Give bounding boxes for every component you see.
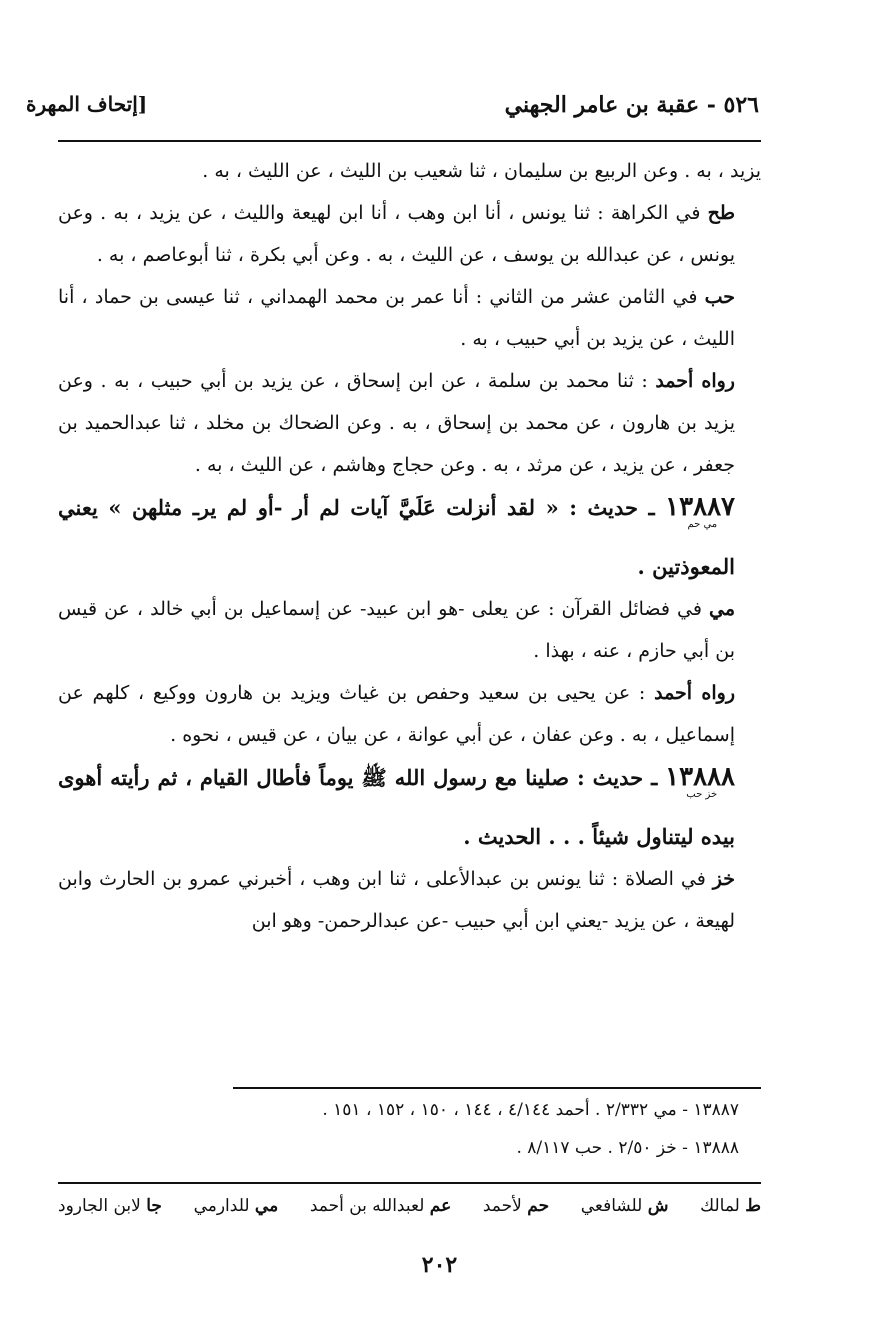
hadith-number: ١٣٨٨٧ <box>665 492 735 522</box>
hadith-text: ـ حديث : « لقد أنزلت عَلَيَّ آيات لم أر -أو لم يرـ مثلهن » يعني المعوذتين . <box>58 495 735 579</box>
abbreviation-legend <box>58 1196 761 1216</box>
main-text <box>58 150 761 942</box>
paragraph <box>58 588 761 672</box>
legend-item <box>581 1196 669 1216</box>
source-codes: خز حب <box>686 789 718 800</box>
paragraph-text: في الكراهة : ثنا يونس ، أنا ابن وهب ، أنا ابن لهيعة والليث ، عن يزيد ، به . وعن يونس ، عن عبدالله بن يوسف ، عن الليث ، به . وعن أبي بكرة ، ثنا أبوعاصم ، به . <box>58 202 735 266</box>
book-title: [إتحاف المهرة <box>26 92 148 116</box>
legend-label: لمالك <box>700 1196 740 1216</box>
legend-item <box>310 1196 451 1216</box>
legend-code: ش <box>647 1196 669 1216</box>
hadith-text: ـ حديث : صلينا مع رسول الله ﷺ يوماً فأطال القيام ، ثم رأيته أهوى بيده ليتناول شيئاً . . . الحديث . <box>58 765 735 849</box>
legend-item <box>700 1196 761 1216</box>
legend-item <box>58 1196 162 1216</box>
footnote-rule <box>233 1087 761 1089</box>
legend-label: للدارمي <box>193 1196 250 1216</box>
source-siglum: خز <box>712 868 735 890</box>
legend-rule <box>58 1182 761 1184</box>
footnote-2: ١٣٨٨٨ - خز ٢/٥٠ . حب ٨/١١٧ . <box>516 1138 739 1158</box>
paragraph <box>58 150 761 192</box>
running-title: ٥٢٦ - عقبة بن عامر الجهني <box>504 92 759 118</box>
paragraph-text: يزيد ، به . وعن الربيع بن سليمان ، ثنا شعيب بن الليث ، عن الليث ، به . <box>202 160 761 182</box>
paragraph-text: : عن يحيى بن سعيد وحفص بن غياث ويزيد بن هارون ووكيع ، كلهم عن إسماعيل ، به . وعن عفان ، عن أبي عوانة ، عن بيان ، عن قيس ، نحوه . <box>58 682 735 746</box>
hadith-entry <box>58 486 761 588</box>
paragraph <box>58 858 761 942</box>
hadith-number: ١٣٨٨٨ <box>665 762 735 792</box>
page-number: ٢٠٢ <box>421 1252 458 1278</box>
legend-item <box>483 1196 549 1216</box>
legend-label: لأحمد <box>482 1196 522 1216</box>
source-siglum: رواه أحمد <box>655 370 735 392</box>
legend-label: لعبدالله بن أحمد <box>309 1196 425 1216</box>
source-siglum: طح <box>707 202 735 224</box>
footnote-1: ١٣٨٨٧ - مي ٢/٣٣٢ . أحمد ٤/١٤٤ ، ١٤٤ ، ١٥٠ ، ١٥٢ ، ١٥١ . <box>322 1100 739 1120</box>
legend-label: لابن الجارود <box>58 1196 141 1216</box>
legend-code: حم <box>527 1196 550 1216</box>
source-siglum: مي <box>708 598 735 620</box>
legend-code: ط <box>745 1196 761 1216</box>
paragraph-text: في الثامن عشر من الثاني : أنا عمر بن محمد الهمداني ، ثنا عيسى بن حماد ، أنا الليث ، عن يزيد بن أبي حبيب ، به . <box>58 286 735 350</box>
paragraph <box>58 276 761 360</box>
source-codes: مي حم <box>687 519 718 530</box>
legend-code: عم <box>429 1196 452 1216</box>
legend-code: مي <box>254 1196 279 1216</box>
paragraph <box>58 360 761 486</box>
paragraph-text: في الصلاة : ثنا يونس بن عبدالأعلى ، ثنا ابن وهب ، أخبرني عمرو بن الحارث وابن لهيعة ، عن يزيد -يعني ابن أبي حبيب -عن عبدالرحمن- وهو ابن <box>58 868 735 932</box>
legend-label: للشافعي <box>580 1196 643 1216</box>
paragraph <box>58 672 761 756</box>
paragraph-text: : ثنا محمد بن سلمة ، عن ابن إسحاق ، عن يزيد بن أبي حبيب ، به . وعن يزيد بن هارون ، عن محمد بن إسحاق ، به . وعن الضحاك بن مخلد ، ثنا عبدالحميد بن جعفر ، عن يزيد ، عن مرثد ، به . وعن حجاج وهاشم ، عن الليث ، به . <box>58 370 735 476</box>
source-siglum: حب <box>704 286 735 308</box>
header-rule <box>58 140 761 142</box>
hadith-entry <box>58 756 761 858</box>
legend-item <box>194 1196 279 1216</box>
paragraph-text: في فضائل القرآن : عن يعلى -هو ابن عبيد- عن إسماعيل بن أبي خالد ، عن قيس بن أبي حازم ، عنه ، بهذا . <box>58 598 735 662</box>
paragraph <box>58 192 761 276</box>
legend-code: جا <box>146 1196 162 1216</box>
source-siglum: رواه أحمد <box>654 682 735 704</box>
